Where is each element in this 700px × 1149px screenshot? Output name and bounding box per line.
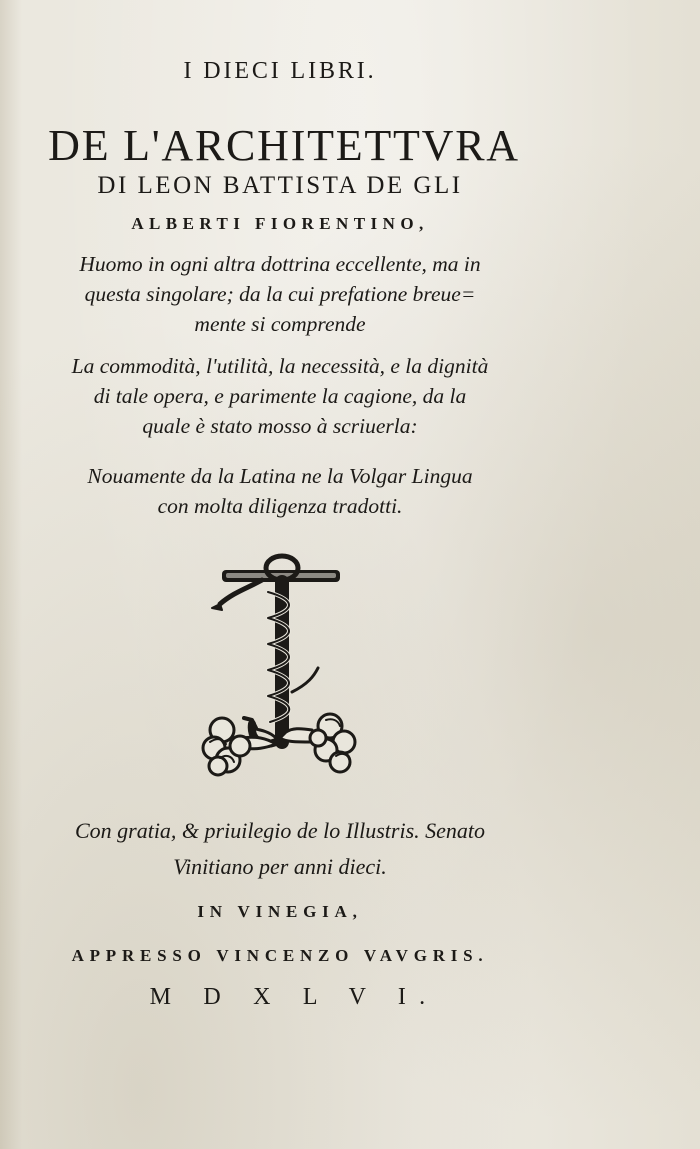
privilege-line-2: Vinitiano per anni dieci.: [173, 854, 387, 879]
translation-line-2: con molta diligenza tradotti.: [157, 494, 403, 518]
imprint-year: M D X L V I.: [149, 984, 439, 1010]
description-line-3: mente si comprende: [194, 312, 366, 336]
title-line-architettura: DE L'ARCHITETTVRA: [48, 121, 520, 170]
author-line: DI LEON BATTISTA DE GLI: [97, 172, 463, 199]
description-line-6: quale è stato mosso à scriuerla:: [142, 414, 418, 438]
description-line-2: questa singolare; da la cui prefatione breue=: [84, 282, 476, 306]
privilege-line-1: Con gratia, & priuilegio de lo Illustris. Senato: [74, 818, 486, 843]
description-line-5: di tale opera, e parimente la cagione, da la: [93, 384, 467, 408]
imprint-place: IN VINEGIA,: [197, 902, 363, 921]
description-line-1: Huomo in ogni altra dottrina eccellente, ma in: [79, 252, 481, 276]
description-line-4: La commodità, l'utilità, la necessità, e la dignità: [71, 354, 489, 378]
anchor-serpent-hands-icon: [200, 552, 360, 792]
author-origin-line: ALBERTI FIORENTINO,: [131, 214, 429, 233]
imprint-printer: APPRESSO VINCENZO VAVGRIS.: [71, 946, 489, 965]
translation-line-1: Nouamente da la Latina ne la Volgar Lingua: [87, 464, 473, 488]
title-line-dieci-libri: I DIECI LIBRI.: [183, 58, 377, 84]
